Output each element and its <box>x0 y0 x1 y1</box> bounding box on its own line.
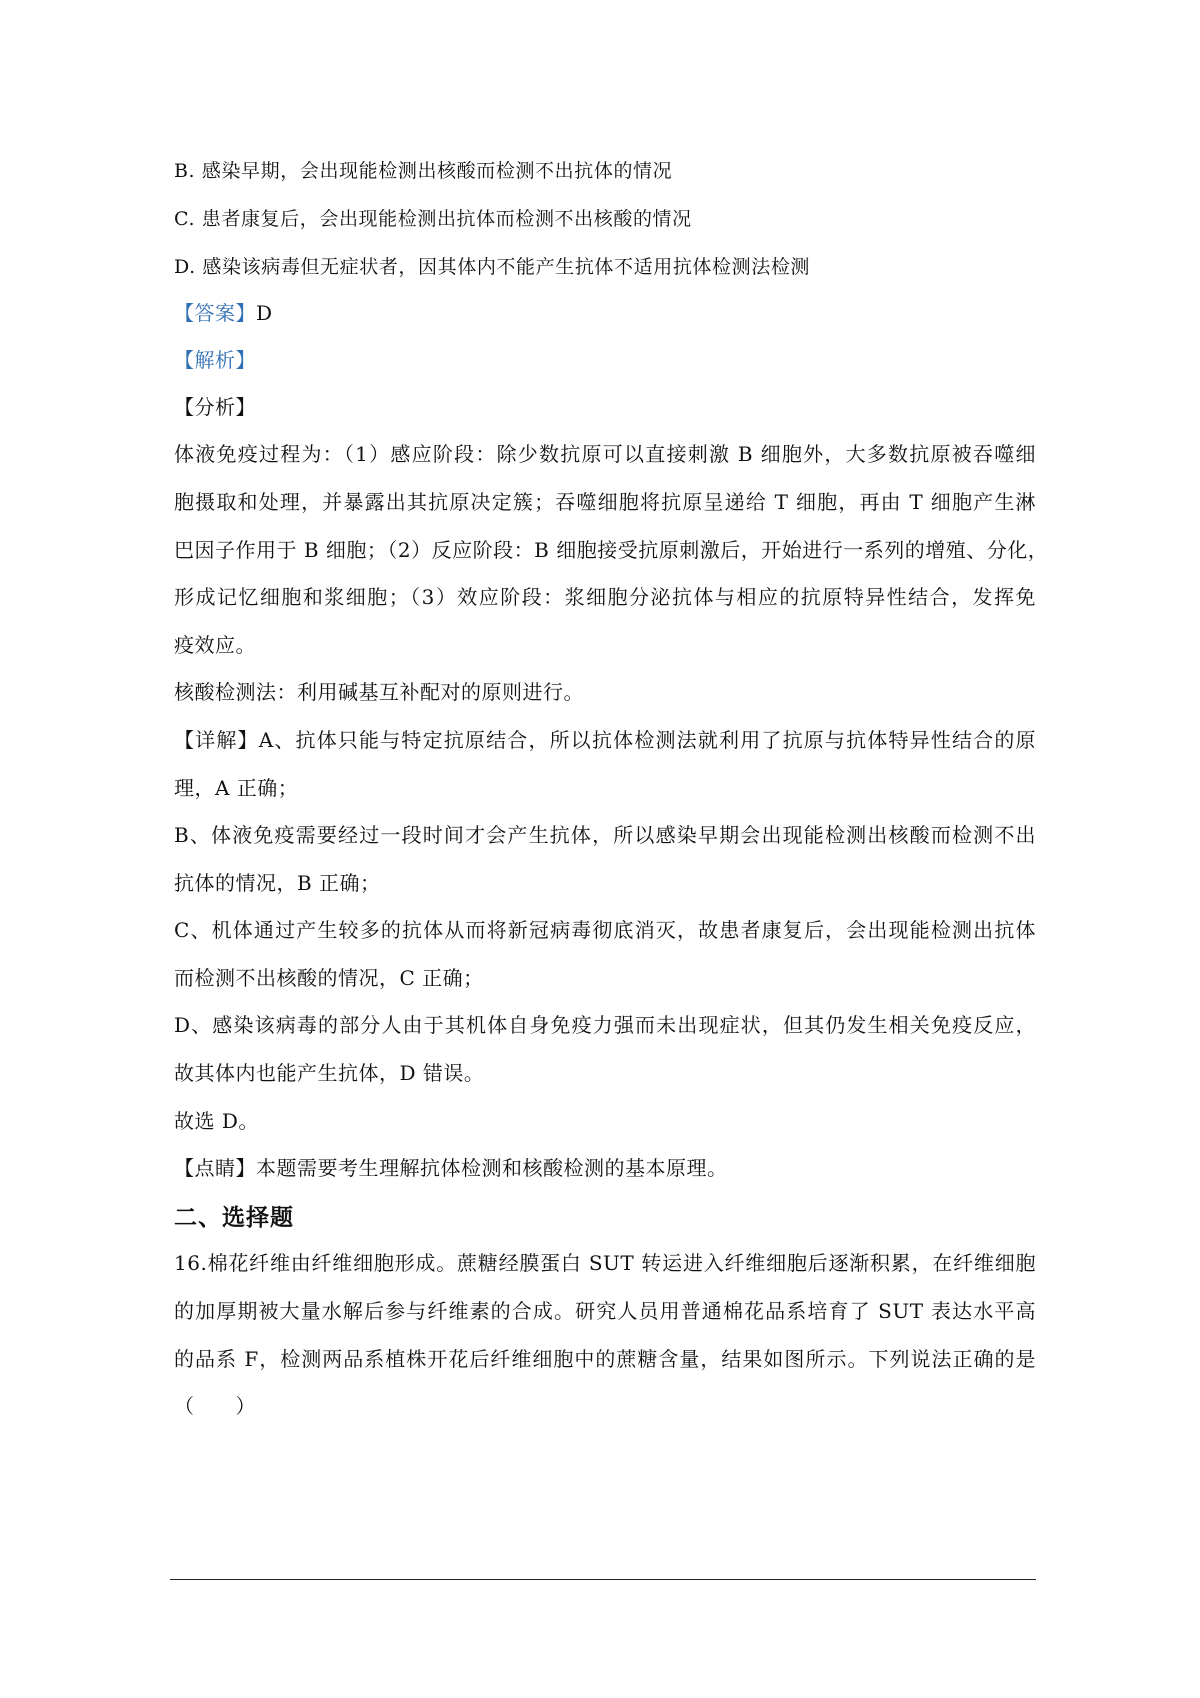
question16-line-2: 的加厚期被大量水解后参与纤维素的合成。研究人员用普通棉花品系培育了 SUT 表达水平高 <box>174 1299 1036 1323</box>
footer-divider <box>170 1579 1036 1580</box>
answer-value: D <box>256 301 273 325</box>
option-d: D. 感染该病毒但无症状者，因其体内不能产生抗体不适用抗体检测法检测 <box>174 256 811 278</box>
answer-line <box>174 300 1036 326</box>
detail-line-6: 而检测不出核酸的情况，C 正确； <box>174 966 484 990</box>
detail-line-5: C、机体通过产生较多的抗体从而将新冠病毒彻底消灭，故患者康复后，会出现能检测出抗体 <box>174 918 1036 942</box>
option-b: B. 感染早期，会出现能检测出核酸而检测不出抗体的情况 <box>174 160 673 182</box>
question16-blank: （ ） <box>174 1394 256 1418</box>
detail-text-1: A、抗体只能与特定抗原结合，所以抗体检测法就利用了抗原与抗体特异性结合的原 <box>258 728 1037 752</box>
fenxi-line-1: 体液免疫过程为：（1）感应阶段：除少数抗原可以直接刺激 B 细胞外，大多数抗原被吞噬细 <box>174 442 1036 466</box>
fenxi-line-5: 疫效应。 <box>174 633 256 657</box>
detail-line-8: 故其体内也能产生抗体，D 错误。 <box>174 1061 485 1085</box>
detail-line-9: 故选 D。 <box>174 1109 259 1133</box>
detail-tag: 【详解】 <box>174 728 259 752</box>
dianjing-tag: 【点睛】 <box>174 1156 256 1180</box>
fenxi-line-4: 形成记忆细胞和浆细胞；（3）效应阶段：浆细胞分泌抗体与相应的抗原特异性结合，发挥免 <box>174 585 1036 609</box>
answer-tag: 【答案】 <box>174 301 256 325</box>
fenxi-line-6: 核酸检测法：利用碱基互补配对的原则进行。 <box>174 680 584 704</box>
question16-line-3: 的品系 F，检测两品系植株开花后纤维细胞中的蔗糖含量，结果如图所示。下列说法正确的是 <box>174 1347 1036 1371</box>
fenxi-line-3: 巴因子作用于 B 细胞；（2）反应阶段：B 细胞接受抗原刺激后，开始进行一系列的增殖、分化， <box>174 538 1049 562</box>
fenxi-tag: 【分析】 <box>174 395 256 419</box>
fenxi-line-2: 胞摄取和处理，并暴露出其抗原决定簇；吞噬细胞将抗原呈递给 T 细胞，再由 T 细胞产生淋 <box>174 490 1036 514</box>
detail-line-1 <box>174 727 1036 753</box>
detail-line-2: 理，A 正确； <box>174 776 299 800</box>
option-c: C. 患者康复后，会出现能检测出抗体而检测不出核酸的情况 <box>174 208 692 230</box>
question16-line-1: 16.棉花纤维由纤维细胞形成。蔗糖经膜蛋白 SUT 转运进入纤维细胞后逐渐积累，在纤维细胞 <box>174 1251 1036 1275</box>
dianjing-line <box>174 1155 1036 1181</box>
detail-line-4: 抗体的情况，B 正确； <box>174 871 381 895</box>
analysis-tag: 【解析】 <box>174 348 256 372</box>
detail-line-7: D、感染该病毒的部分人由于其机体自身免疫力强而未出现症状，但其仍发生相关免疫反应， <box>174 1013 1036 1037</box>
dianjing-text: 本题需要考生理解抗体检测和核酸检测的基本原理。 <box>256 1156 728 1180</box>
detail-line-3: B、体液免疫需要经过一段时间才会产生抗体，所以感染早期会出现能检测出核酸而检测不出 <box>174 823 1036 847</box>
section-heading: 二、选择题 <box>174 1205 294 1231</box>
